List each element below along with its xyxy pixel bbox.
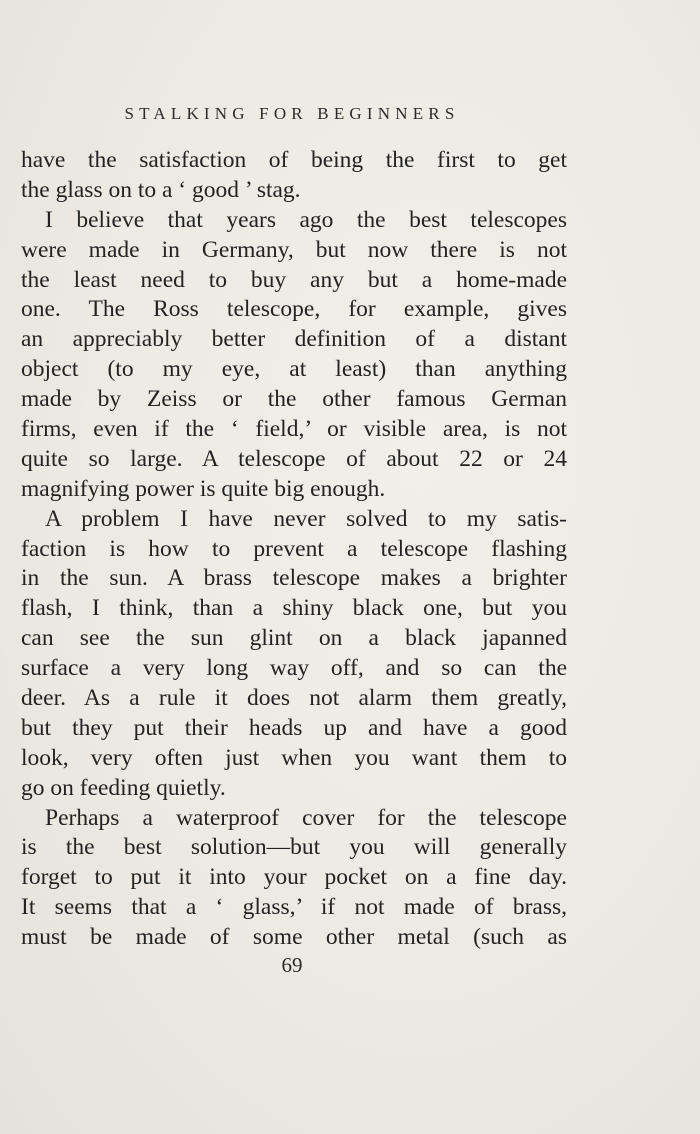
text-line: one. The Ross telescope, for example, gives <box>21 296 567 323</box>
text-line: It seems that a ‘ glass,’ if not made of brass, <box>21 894 567 921</box>
text-line: faction is how to prevent a telescope flashing <box>21 535 567 562</box>
text-line: but they put their heads up and have a good <box>21 714 567 741</box>
page-number: 69 <box>281 953 303 977</box>
text-line: were made in Germany, but now there is not <box>21 236 567 263</box>
text-line: look, very often just when you want them to <box>21 744 567 771</box>
text-line: firms, even if the ‘ field,’ or visible area, is not <box>21 416 567 443</box>
text-line: object (to my eye, at least) than anything <box>21 356 567 383</box>
text-line: in the sun. A brass telescope makes a brighter <box>21 565 567 592</box>
text-line: can see the sun glint on a black japanned <box>21 625 567 652</box>
body-text <box>21 146 567 953</box>
text-line: made by Zeiss or the other famous German <box>21 386 567 413</box>
text-line: I believe that years ago the best telescopes <box>45 206 567 233</box>
running-head: STALKING FOR BEGINNERS <box>124 104 460 123</box>
text-line: an appreciably better definition of a distant <box>21 326 567 353</box>
text-line: must be made of some other metal (such as <box>21 924 567 951</box>
text-line: the glass on to a ‘ good ’ stag. <box>21 176 301 203</box>
text-line: deer. As a rule it does not alarm them greatly, <box>21 685 567 712</box>
text-line: have the satisfaction of being the first to get <box>21 147 567 173</box>
text-line: quite so large. A telescope of about 22 or 24 <box>21 445 567 472</box>
text-line: is the best solution—but you will generally <box>21 834 567 861</box>
text-line: A problem I have never solved to my satis- <box>45 505 567 532</box>
text-line: forget to put it into your pocket on a fine day. <box>21 864 567 891</box>
text-line: Perhaps a waterproof cover for the telescope <box>45 804 567 831</box>
text-line: go on feeding quietly. <box>21 774 226 801</box>
text-line: the least need to buy any but a home-made <box>21 266 567 293</box>
text-line: surface a very long way off, and so can the <box>21 655 567 682</box>
text-line: flash, I think, than a shiny black one, but you <box>21 595 567 622</box>
text-line: magnifying power is quite big enough. <box>21 475 386 502</box>
